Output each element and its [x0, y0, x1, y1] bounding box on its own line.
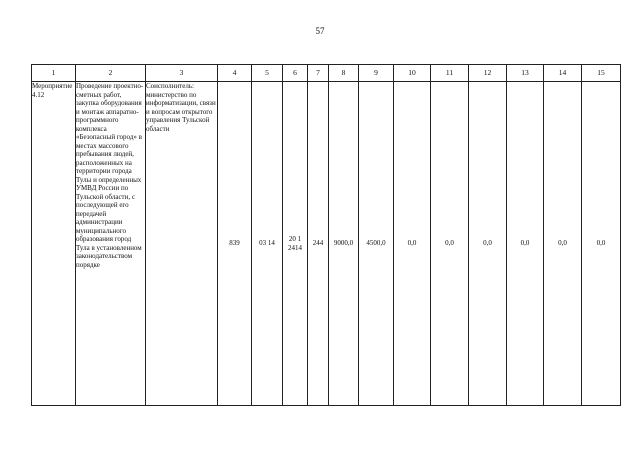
activity-number-cell: Мероприятие 4.12: [32, 82, 76, 406]
header-cell-9: 9: [359, 65, 394, 82]
header-cell-1: 1: [32, 65, 76, 82]
value-cell-5: 03 14: [252, 82, 283, 406]
value-cell-9: 4500,0: [359, 82, 394, 406]
page-number: 57: [315, 26, 325, 36]
header-cell-4: 4: [218, 65, 252, 82]
table-row: [32, 82, 621, 406]
value-cell-6: 20 1 2414: [283, 82, 308, 406]
header-cell-2: 2: [76, 65, 146, 82]
header-cell-8: 8: [329, 65, 359, 82]
value-cell-15: 0,0: [582, 82, 621, 406]
co-executor-cell: Соисполнитель: министерство по информатизации, связи и вопросам открытого управления Тульской области: [146, 82, 218, 406]
header-cell-10: 10: [394, 65, 431, 82]
header-cell-13: 13: [507, 65, 544, 82]
value-cell-13: 0,0: [507, 82, 544, 406]
value-cell-8: 9000,0: [329, 82, 359, 406]
activity-description-cell: Проведение проектно-сметных работ, закупка оборудования и монтаж аппаратно-программного комплекса «Безопасный город» в местах массового пребывания людей, расположенных на территории города Тулы и определенных УМВД России по Тульской области, с последующей его передачей администрации муниципального образования город Тула в установленном законодательством порядке: [76, 82, 146, 406]
header-cell-11: 11: [431, 65, 469, 82]
value-cell-12: 0,0: [469, 82, 507, 406]
header-cell-7: 7: [308, 65, 329, 82]
value-cell-11: 0,0: [431, 82, 469, 406]
header-cell-14: 14: [544, 65, 582, 82]
header-cell-5: 5: [252, 65, 283, 82]
value-cell-7: 244: [308, 82, 329, 406]
value-cell-4: 839: [218, 82, 252, 406]
header-cell-3: 3: [146, 65, 218, 82]
program-table: [31, 64, 621, 406]
value-cell-10: 0,0: [394, 82, 431, 406]
header-cell-12: 12: [469, 65, 507, 82]
header-cell-15: 15: [582, 65, 621, 82]
header-cell-6: 6: [283, 65, 308, 82]
header-row: [32, 65, 621, 82]
value-cell-14: 0,0: [544, 82, 582, 406]
